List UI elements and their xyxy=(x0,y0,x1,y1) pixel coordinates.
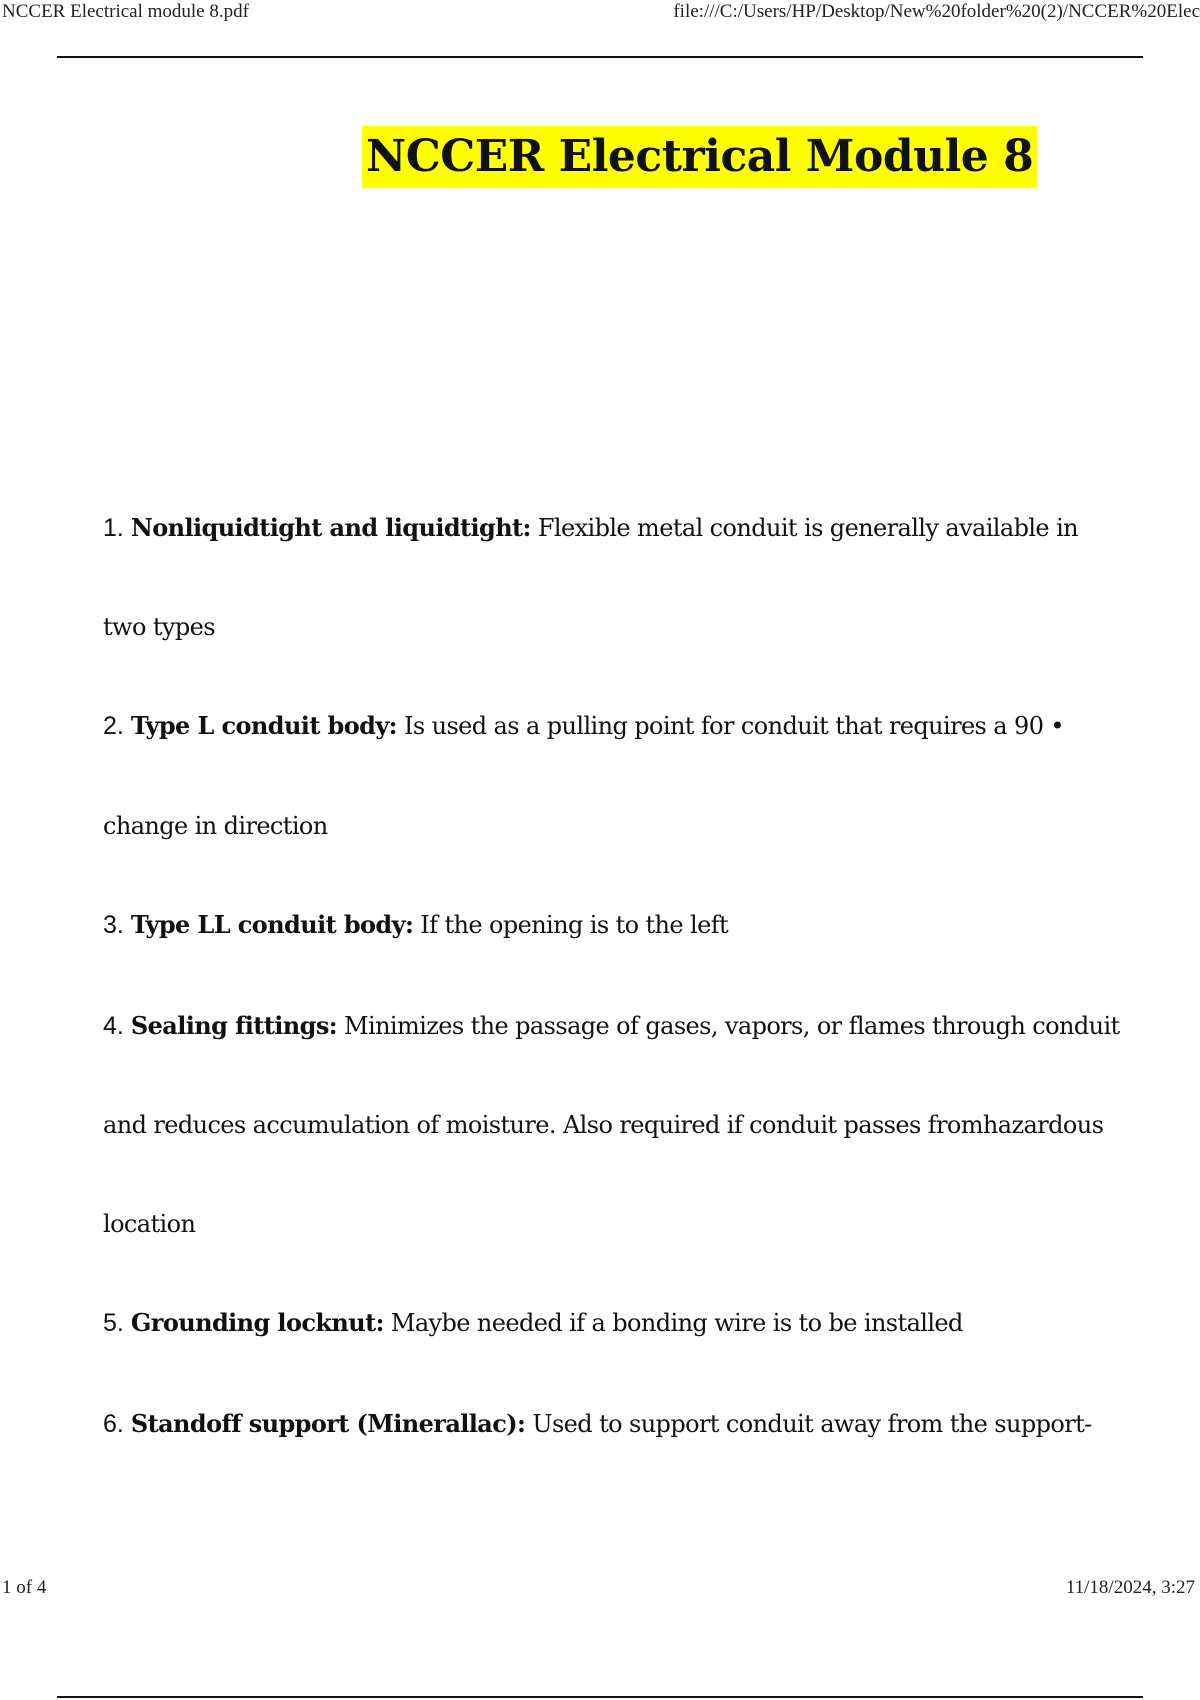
print-header-file-url: file:///C:/Users/HP/Desktop/New%20folder%20(2)/NCCER%20Elec xyxy=(673,1,1200,22)
print-header-file-title: NCCER Electrical module 8.pdf xyxy=(2,1,249,22)
list-item-4 xyxy=(103,1011,1120,1041)
item-definition: If the opening is to the left xyxy=(413,911,729,939)
item-definition: Maybe needed if a bonding wire is to be installed xyxy=(383,1309,963,1337)
list-item-5 xyxy=(103,1308,963,1338)
list-item-3 xyxy=(103,910,728,940)
item-term: Type L conduit body: xyxy=(130,711,397,740)
header-divider xyxy=(57,56,1143,58)
item-term: Standoff support (Minerallac): xyxy=(130,1409,526,1438)
list-item-6 xyxy=(103,1409,1092,1439)
list-item-2-continuation: change in direction xyxy=(103,812,328,840)
list-item-4-continuation-2: location xyxy=(103,1210,196,1238)
item-number: 3. xyxy=(103,911,124,939)
list-item-1 xyxy=(103,513,1078,543)
item-definition: Used to support conduit away from the support- xyxy=(525,1410,1092,1438)
item-definition: Minimizes the passage of gases, vapors, or flames through conduit xyxy=(337,1012,1120,1040)
item-term: Sealing fittings: xyxy=(130,1011,337,1040)
list-item-4-continuation: and reduces accumulation of moisture. Also required if conduit passes fromhazardous xyxy=(103,1111,1104,1139)
item-number: 4. xyxy=(103,1012,124,1040)
item-number: 5. xyxy=(103,1309,124,1337)
document-title: NCCER Electrical Module 8 xyxy=(362,126,1037,188)
print-footer-page-indicator: 1 of 4 xyxy=(2,1577,47,1598)
item-definition: Is used as a pulling point for conduit that requires a 90 • xyxy=(396,712,1064,740)
item-number: 2. xyxy=(103,712,124,740)
item-term: Type LL conduit body: xyxy=(130,910,414,939)
item-definition: Flexible metal conduit is generally available in xyxy=(530,514,1078,542)
item-term: Nonliquidtight and liquidtight: xyxy=(130,513,531,542)
print-footer-datetime: 11/18/2024, 3:27 xyxy=(1065,1577,1195,1598)
item-number: 6. xyxy=(103,1410,124,1438)
footer-divider xyxy=(57,1696,1143,1698)
item-term: Grounding locknut: xyxy=(130,1308,384,1337)
item-number: 1. xyxy=(103,514,124,542)
list-item-2 xyxy=(103,711,1064,741)
list-item-1-continuation: two types xyxy=(103,613,215,641)
